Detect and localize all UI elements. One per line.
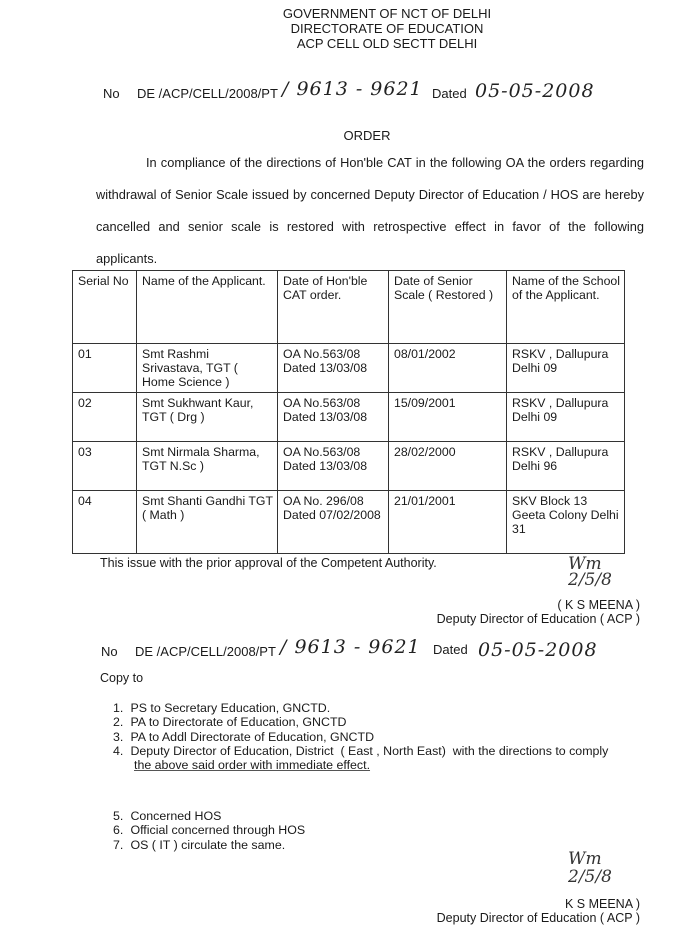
cell-cat-order: OA No.563/08 Dated 13/03/08 <box>278 344 389 393</box>
header-applicant-name: Name of the Applicant. <box>137 271 278 344</box>
list-item-text: PS to Secretary Education, GNCTD. <box>130 701 331 715</box>
list-item-text: PA to Addl Directorate of Education, GNCTD <box>130 729 375 744</box>
list-item <box>113 744 608 758</box>
list-item <box>113 809 305 823</box>
cell-cat-order: OA No. 296/08 Dated 07/02/2008 <box>278 491 389 554</box>
list-item <box>113 838 305 852</box>
list-item-text: PA to Directorate of Education, GNCTD <box>130 715 347 730</box>
list-item-text: Official concerned through HOS <box>130 823 306 838</box>
cell-serial: 01 <box>73 344 137 393</box>
list-item-continuation <box>113 758 608 772</box>
letterhead-office: ACP CELL OLD SECTT DELHI <box>296 36 478 51</box>
letterhead-government: GOVERNMENT OF NCT OF DELHI <box>282 6 492 21</box>
header-senior-scale-date: Date of Senior Scale ( Restored ) <box>389 271 507 344</box>
handwritten-date: 05-05-2008 <box>475 80 595 102</box>
list-item-text: Concerned HOS <box>130 809 222 823</box>
copy-to-list <box>113 701 608 772</box>
handwritten-dispatch-no: / 9613 - 9621 <box>282 78 423 100</box>
list-item-number: 1. <box>113 701 124 715</box>
reference-file-no: DE /ACP/CELL/2008/PT <box>137 86 278 101</box>
reference-no-label: No <box>103 86 120 101</box>
order-title: ORDER <box>343 128 391 143</box>
order-body-text: In compliance of the directions of Hon'ble CAT in the following OA the orders regarding withdrawal of Senior Scale issued by concerned Deputy Director of Education / HOS are hereby cancelled and senior scale is restored with retrospective effect in favor of the following applicants. <box>96 155 644 266</box>
cell-cat-order: OA No.563/08 Dated 13/03/08 <box>278 442 389 491</box>
table-header-row <box>73 271 625 344</box>
letterhead-directorate: DIRECTORATE OF EDUCATION <box>290 21 484 36</box>
list-item-number: 6. <box>113 823 124 838</box>
header-cat-order-date: Date of Hon'ble CAT order. <box>278 271 389 344</box>
signatory-1-designation: Deputy Director of Education ( ACP ) <box>436 612 640 626</box>
cell-restored-date: 21/01/2001 <box>389 491 507 554</box>
table-row <box>73 344 625 393</box>
cell-restored-date: 28/02/2000 <box>389 442 507 491</box>
signature-2-scribble: Wm 2/5/8 <box>568 849 612 887</box>
list-item <box>113 715 608 729</box>
dated-label: Dated <box>432 86 467 101</box>
list-item <box>113 823 305 837</box>
header-serial-no: Serial No <box>73 271 137 344</box>
approval-note: This issue with the prior approval of the Competent Authority. <box>100 556 437 570</box>
list-item <box>113 730 608 744</box>
handwritten-dispatch-no-copy: / 9613 - 9621 <box>280 636 421 658</box>
cell-name: Smt Nirmala Sharma, TGT N.Sc ) <box>137 442 278 491</box>
cell-name: Smt Sukhwant Kaur, TGT ( Drg ) <box>137 393 278 442</box>
header-school-name: Name of the School of the Applicant. <box>507 271 625 344</box>
cell-serial: 04 <box>73 491 137 554</box>
signature-1-scribble: Wm 2/5/8 <box>568 554 612 590</box>
cell-name: Smt Rashmi Srivastava, TGT ( Home Science ) <box>137 344 278 393</box>
list-item-continuation-text: the above said order with immediate effect. <box>134 758 371 773</box>
list-item <box>113 701 608 715</box>
cell-name: Smt Shanti Gandhi TGT ( Math ) <box>137 491 278 554</box>
signature-1-handwritten <box>568 556 628 588</box>
signature-2-handwritten <box>568 850 638 886</box>
order-body <box>96 147 644 275</box>
applicants-table <box>72 270 625 554</box>
signatory-1-name: ( K S MEENA ) <box>557 598 640 612</box>
table-row <box>73 393 625 442</box>
copy-to-list-continued <box>113 809 305 852</box>
copy-to-label: Copy to <box>100 671 144 685</box>
cell-serial: 03 <box>73 442 137 491</box>
cell-school: RSKV , Dallupura Delhi 09 <box>507 344 625 393</box>
cell-restored-date: 15/09/2001 <box>389 393 507 442</box>
dated-label-copy: Dated <box>433 642 468 657</box>
reference-file-no-copy: DE /ACP/CELL/2008/PT <box>135 644 276 659</box>
cell-serial: 02 <box>73 393 137 442</box>
table-row <box>73 442 625 491</box>
letterhead <box>40 6 694 51</box>
list-item-number: 4. <box>113 743 124 758</box>
signatory-2-designation: Deputy Director of Education ( ACP ) <box>436 911 640 925</box>
reference-no-label-copy: No <box>101 644 118 659</box>
list-item-number: 5. <box>113 809 124 823</box>
handwritten-date-copy: 05-05-2008 <box>478 639 598 661</box>
list-item-text: Deputy Director of Education, District ( East , North East) with the directions to comply <box>130 743 609 758</box>
cell-cat-order: OA No.563/08 Dated 13/03/08 <box>278 393 389 442</box>
signatory-2-name: K S MEENA ) <box>564 897 640 911</box>
list-item-number: 7. <box>113 837 124 852</box>
cell-restored-date: 08/01/2002 <box>389 344 507 393</box>
list-item-text: OS ( IT ) circulate the same. <box>130 837 286 852</box>
table-row <box>73 491 625 554</box>
cell-school: SKV Block 13 Geeta Colony Delhi 31 <box>507 491 625 554</box>
list-item-number: 3. <box>113 729 124 744</box>
list-item-number: 2. <box>113 715 124 730</box>
cell-school: RSKV , Dallupura Delhi 09 <box>507 393 625 442</box>
cell-school: RSKV , Dallupura Delhi 96 <box>507 442 625 491</box>
